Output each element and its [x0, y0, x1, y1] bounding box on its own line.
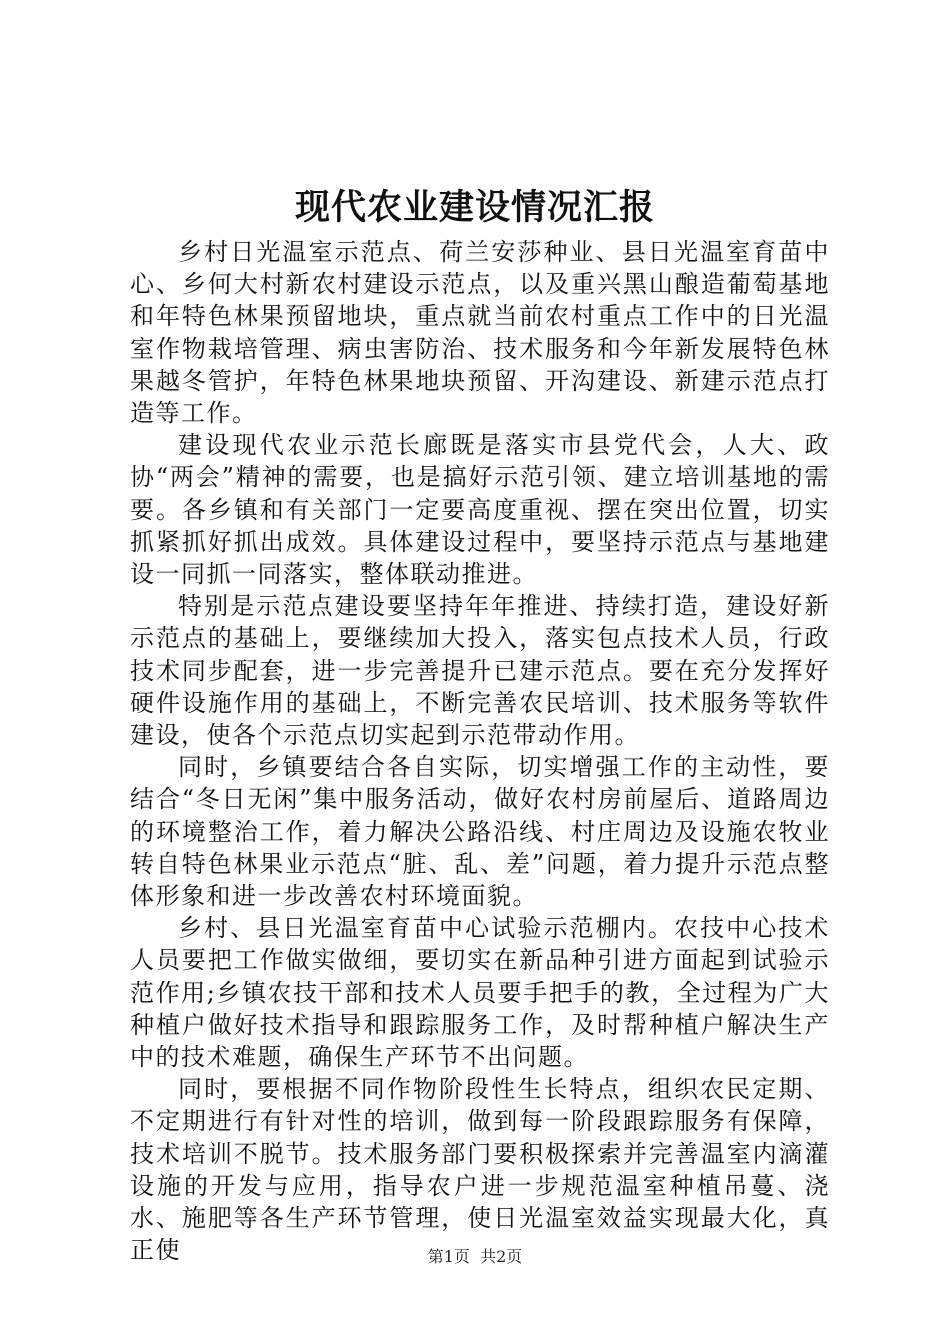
paragraph: 乡村日光温室示范点、荷兰安莎种业、县日光温室育苗中心、乡何大村新农村建设示范点，以及重兴黑山酿造葡萄基地和年特色林果预留地块，重点就当前农村重点工作中的日光温室作物栽培管理、病虫害防治、技术服务和今年新发展特色林果越冬管护，年特色林果地块预留、开沟建设、新建示范点打造等工作。	[130, 238, 830, 428]
document-title: 现代农业建设情况汇报	[294, 187, 655, 228]
document-body	[130, 236, 830, 1267]
paragraph: 同时，要根据不同作物阶段性生长特点，组织农民定期、不定期进行有针对性的培训，做到每一阶段跟踪服务有保障，技术培训不脱节。技术服务部门要积极探索并完善温室内滴灌设施的开发与应用，指导农户进一步规范温室种植吊蔓、浇水、施肥等各生产环节管理，使日光温室效益实现最大化，真正使	[130, 1075, 830, 1265]
page-footer	[0, 1246, 950, 1268]
paragraph: 乡村、县日光温室育苗中心试验示范棚内。农技中心技术人员要把工作做实做细，要切实在新品种引进方面起到试验示范作用;乡镇农技干部和技术人员要手把手的教，全过程为广大种植户做好技术指导和跟踪服务工作，及时帮种植户解决生产中的技术难题，确保生产环节不出问题。	[130, 914, 830, 1072]
paragraph: 同时，乡镇要结合各自实际，切实增强工作的主动性，要结合“冬日无闲”集中服务活动，做好农村房前屋后、道路周边的环境整治工作，着力解决公路沿线、村庄周边及设施农牧业转自特色林果业示范点“脏、乱、差”问题，着力提升示范点整体形象和进一步改善农村环境面貌。	[130, 753, 830, 911]
paragraph: 特别是示范点建设要坚持年年推进、持续打造，建设好新示范点的基础上，要继续加大投入，落实包点技术人员，行政技术同步配套，进一步完善提升已建示范点。要在充分发挥好硬件设施作用的基础上，不断完善农民培训、技术服务等软件建设，使各个示范点切实起到示范带动作用。	[130, 592, 830, 750]
page-number: 第1页	[427, 1247, 470, 1266]
paragraph: 建设现代农业示范长廊既是落实市县党代会，人大、政协“两会”精神的需要，也是搞好示范引领、建立培训基地的需要。各乡镇和有关部门一定要高度重视、摆在突出位置，切实抓紧抓好抓出成效。具体建设过程中，要坚持示范点与基地建设一同抓一同落实，整体联动推进。	[130, 431, 830, 589]
page-total: 共2页	[480, 1247, 523, 1266]
